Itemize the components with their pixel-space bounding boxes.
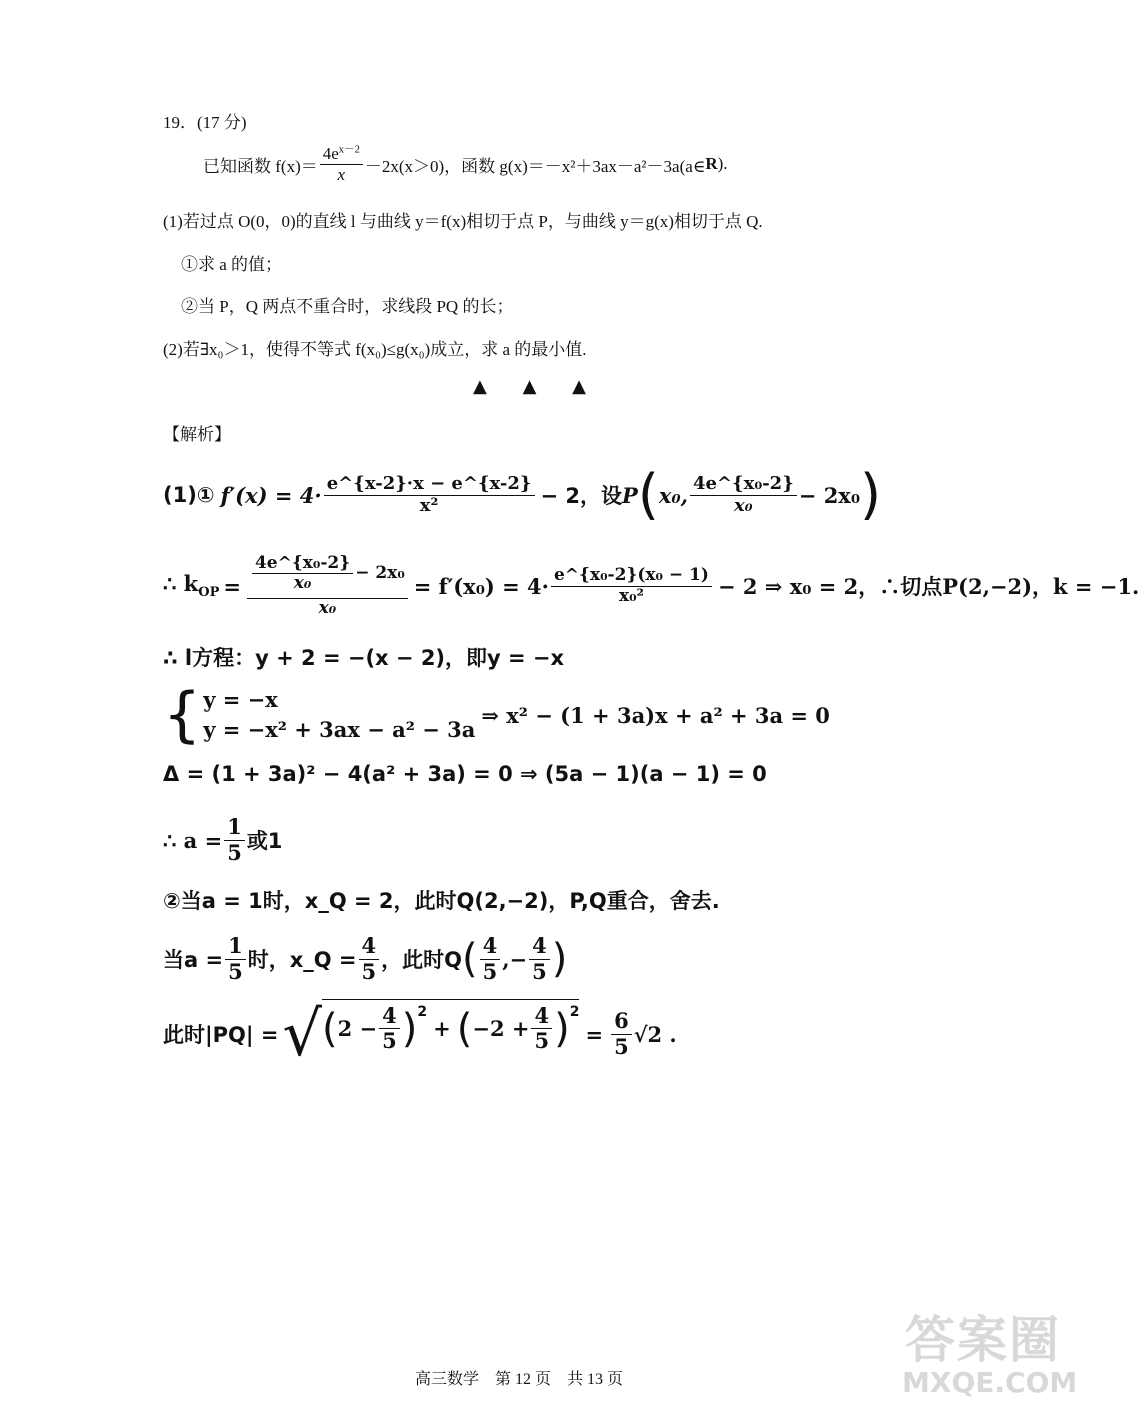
line2-subscript: OP [198, 585, 220, 601]
fx-exponent: x－2 [338, 144, 360, 156]
sqrt-radicand: ( 2 − $\frac{4}{5}$ ) $^2$ + ( −2 + $\frac{4}{5}$ ) $^2$ [322, 999, 579, 1053]
fx-numerator: 4e [322, 144, 339, 163]
line2-inner-numerator: 4e^{x₀-2} [252, 554, 353, 575]
case-1-line: ②当a = 1时，x_Q = 2，此时Q(2,−2)，P,Q重合，舍去. [163, 889, 720, 913]
pq-term2-denominator: 5 [534, 1028, 550, 1053]
watermark-logo: 答案圈 [905, 1311, 1061, 1369]
solution-line-1: (1)① f′(x) = 4· $\frac{e\^{}\{x-2\}\cdot x - e\^{}\{x-2\}}{\text{x²}}$ − 2，设 P ( x₀, $\frac{\text{4e\textasciicircum{}\{x₀-2\}}}{\text{x₀}}$ − 2x₀ ) [163, 463, 882, 526]
case2-xq-numerator: 4 [359, 934, 380, 959]
case2-lead: 当a = [163, 948, 224, 972]
system-equation-2: y = −x² + 3ax − a² − 3a [203, 717, 476, 742]
pq-term1-denominator: 5 [382, 1028, 397, 1053]
pq-plus: + [433, 1016, 451, 1041]
line2-slope-fraction [247, 554, 408, 619]
pq-equals: = [585, 1021, 604, 1047]
system-brace: { [163, 680, 202, 750]
fx-fraction [320, 144, 363, 184]
a-denominator: 5 [227, 839, 242, 865]
fx-denominator: x [337, 164, 346, 184]
part-1-statement: (1)若过点 O(0，0)的直线 l 与曲线 y＝f(x)相切于点 P，与曲线 y＝g(x)相切于点 Q. [163, 212, 763, 231]
section-separator: ▲ ▲ ▲ [473, 376, 586, 397]
line2-tail: − 2 ⇒ x₀ = 2，∴切点P(2,−2)，k = −1. [717, 574, 1139, 599]
solution-header: 【解析】 [163, 425, 231, 444]
line2-lead: ∴ $k_{OP}$ [163, 571, 220, 601]
line1-numerator: e^{x-2}·x − e^{x-2} [324, 474, 535, 496]
pq-term2-numerator: 4 [531, 1004, 552, 1029]
line2-equals: = [223, 573, 241, 599]
case2-q1-fraction [480, 934, 501, 983]
page-footer: 高三数学 第 12 页 共 13 页 [415, 1371, 624, 1388]
line1-coord-x: x₀, [658, 482, 688, 508]
line2-outer-denominator: x₀ [318, 597, 337, 618]
pq-term1-numerator: 4 [379, 1004, 400, 1029]
case-2-line: 当a = $\frac{1}{5}$ 时，x_Q = $\frac{4}{5}$ ，此时Q ( $\frac{4}{5}$ ,− $\frac{4}{5}$ ) [163, 933, 568, 984]
sqrt-sign: √ [282, 997, 323, 1070]
given-end: ). [717, 154, 728, 174]
pq-result-tail: √2 . [633, 1021, 677, 1047]
a-numerator: 1 [224, 815, 245, 840]
pq-result-denominator: 5 [614, 1033, 629, 1059]
solution-line-2 [163, 538, 1139, 634]
case2-q2-denominator: 5 [532, 958, 547, 984]
pq-term1: 2 − [337, 1016, 378, 1041]
line1-point-P: P [622, 482, 638, 508]
system-result: ⇒ x² − (1 + 3a)x + a² + 3a = 0 [481, 702, 830, 728]
pq-term2: −2 + [472, 1016, 530, 1041]
a-lead: ∴ a = [163, 827, 223, 853]
watermark-url: MXQE.COM [902, 1366, 1078, 1399]
case2-q2-sign: ,− [502, 946, 528, 972]
pq-result-numerator: 6 [611, 1009, 632, 1034]
line2-derivative-fraction [551, 566, 712, 606]
case2-a-numerator: 1 [225, 934, 246, 959]
real-set-symbol: R [705, 154, 718, 174]
line1-denominator: x² [419, 494, 439, 516]
case2-q2-numerator: 4 [529, 934, 550, 959]
given-functions [203, 144, 728, 184]
case2-q1-numerator: 4 [480, 934, 501, 959]
case2-a-fraction [225, 934, 246, 983]
case2-q1-denominator: 5 [482, 958, 498, 984]
pq-result-fraction [611, 1009, 632, 1058]
line2-denominator: x₀² [618, 585, 644, 606]
equation-system [163, 682, 830, 748]
problem-number: 19．(17 分) [163, 113, 247, 132]
part-2-statement: (2)若∃x₀＞1，使得不等式 f(x₀)≤g(x₀)成立，求 a 的最小值. [163, 340, 587, 359]
case2-a-denominator: 5 [228, 958, 243, 984]
line1-coord-tail: − 2x₀ [798, 482, 861, 508]
pq-lead: 此时|PQ| = [163, 1023, 279, 1047]
line2-inner-denominator: x₀ [293, 573, 312, 594]
part-1-subquestion-i: ①求 a 的值； [181, 255, 283, 274]
case2-mid: 时，x_Q = [247, 948, 357, 972]
line2-numerator: e^{x₀-2}(x₀ − 1) [551, 566, 712, 587]
pq-term2-fraction [531, 1004, 552, 1053]
a-values-line [163, 812, 282, 868]
given-mid: －2x(x＞0)，函数 g(x)＝－x²＋3ax－a²－3a(a∈ [364, 156, 706, 176]
discriminant-line: Δ = (1 + 3a)² − 4(a² + 3a) = 0 ⇒ (5a − 1)(a − 1) = 0 [163, 762, 767, 786]
case2-xq-fraction [359, 934, 380, 983]
line1-tail: − 2，设 [540, 484, 623, 508]
a-tail: 或1 [246, 829, 283, 853]
solution-line-3: ∴ l方程：y + 2 = −(x − 2)，即y = −x [163, 646, 565, 670]
case2-xq-denominator: 5 [361, 958, 377, 984]
pq-term1-fraction [379, 1004, 400, 1053]
given-prefix: 已知函数 f(x)＝ [203, 156, 318, 176]
line1-coord-denominator: x₀ [734, 494, 753, 516]
line2-inner-tail: − 2x₀ [355, 562, 405, 583]
line1-derivative: f′(x) = 4· [220, 482, 322, 508]
line1-fraction [324, 474, 535, 516]
line1-lead: (1)① [163, 483, 215, 507]
line2-mid: = f′(x₀) = 4· [413, 573, 549, 599]
a-fraction [224, 815, 245, 864]
case2-tail: ，此时Q [381, 948, 462, 972]
part-1-subquestion-ii: ②当 P，Q 两点不重合时，求线段 PQ 的长； [181, 297, 514, 316]
case2-q2-fraction [529, 934, 550, 983]
pq-length-line [163, 994, 677, 1074]
system-equation-1: y = −x [203, 686, 278, 712]
line1-coord-numerator: 4e^{x₀-2} [690, 474, 797, 496]
line1-coord-fraction [690, 474, 797, 516]
